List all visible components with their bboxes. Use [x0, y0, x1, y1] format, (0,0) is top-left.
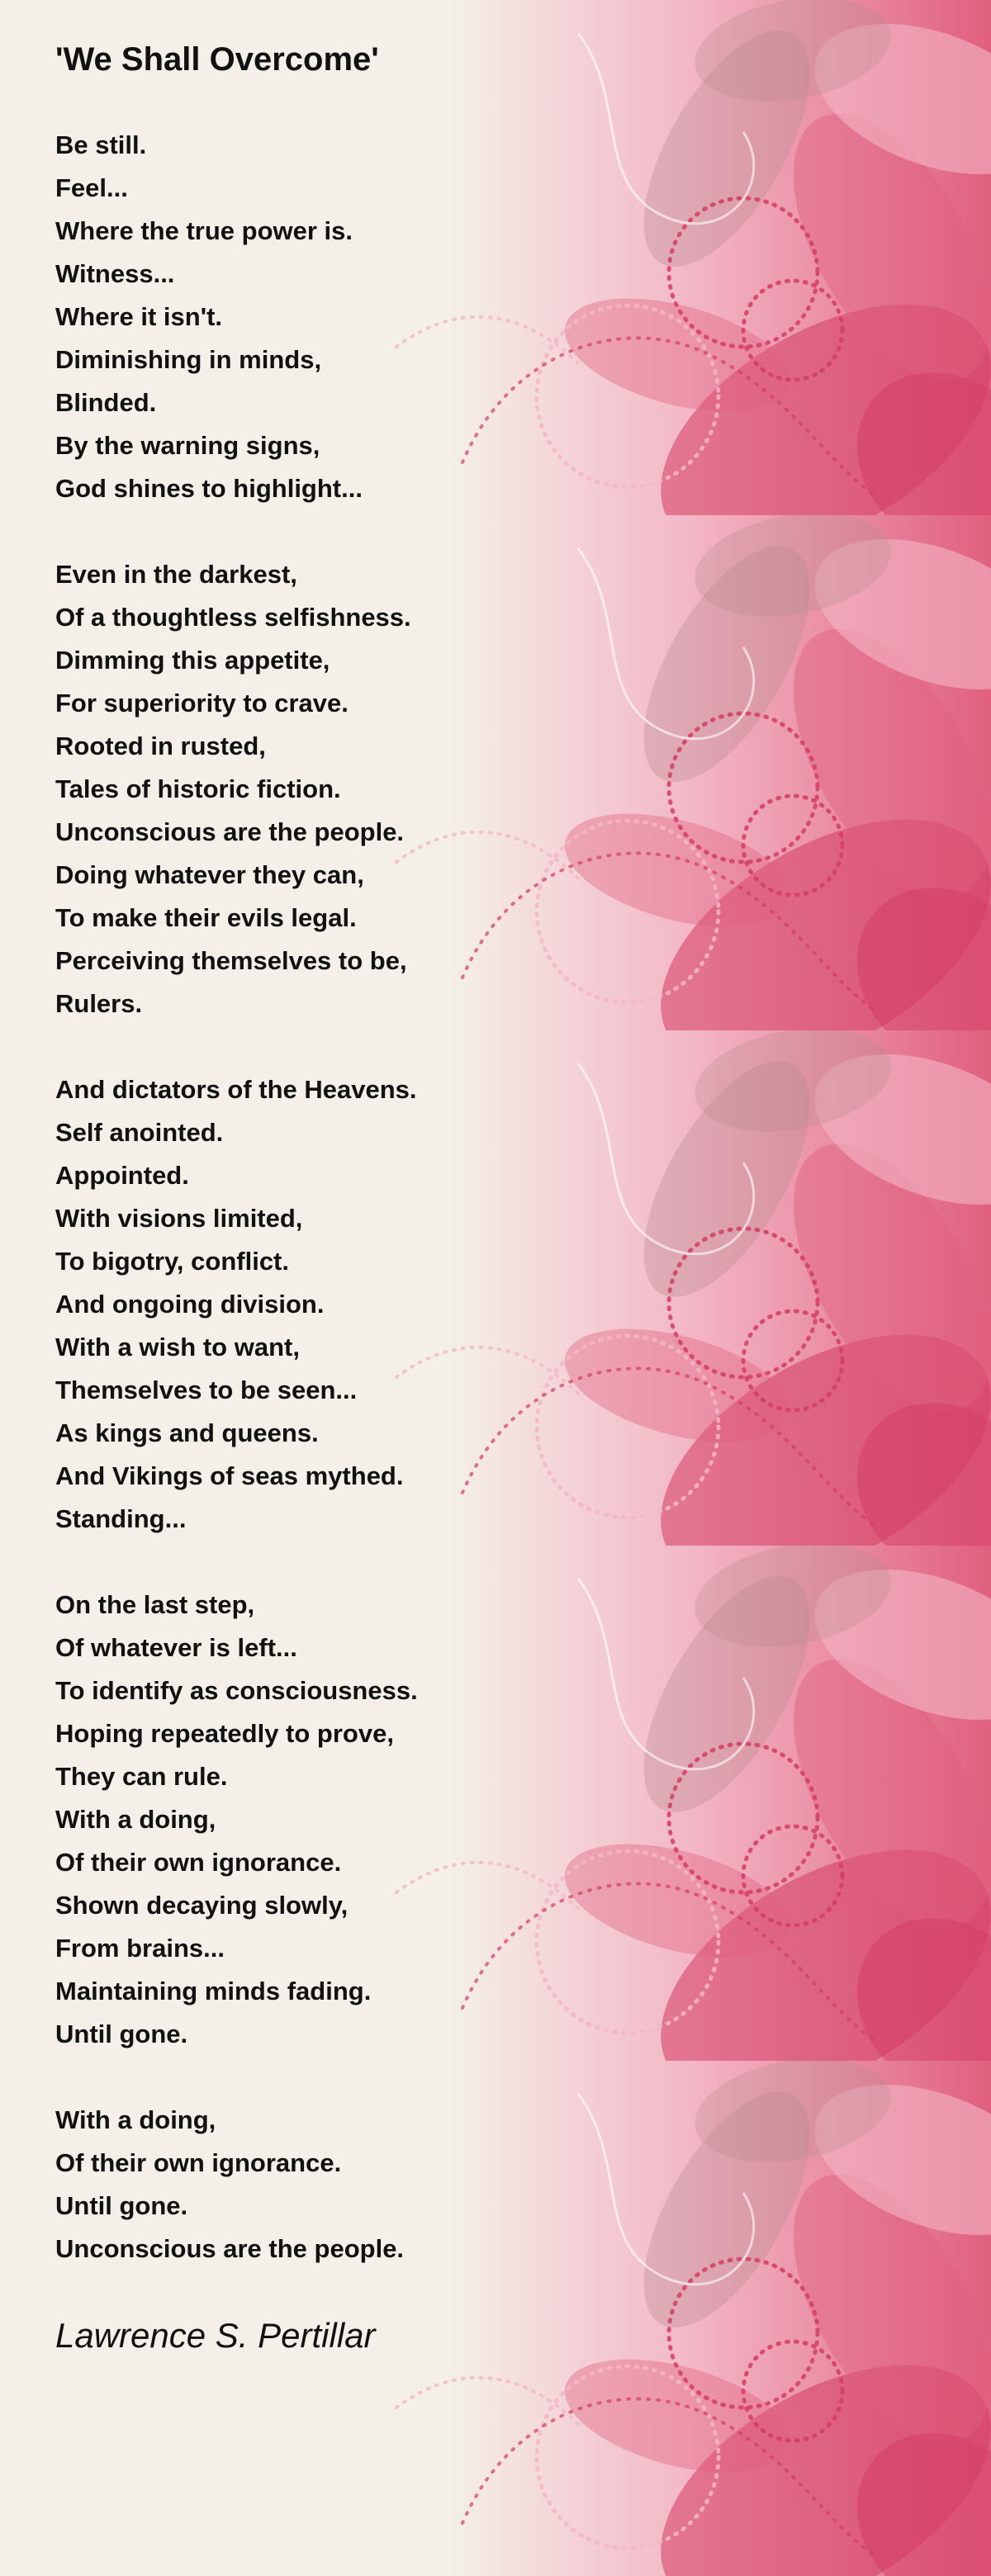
- poem-line: Unconscious are the people.: [55, 2234, 405, 2263]
- poem-line: Standing...: [55, 1504, 187, 1533]
- poem-line: Shown decaying slowly,: [55, 1891, 349, 1920]
- poem-line: To bigotry, conflict.: [55, 1247, 289, 1276]
- poem-line: For superiority to crave.: [55, 689, 349, 717]
- stanza-2: [55, 553, 411, 1025]
- poem-line: From brains...: [55, 1934, 225, 1963]
- poem-line: Perceiving themselves to be,: [55, 946, 407, 975]
- poem-line: With visions limited,: [55, 1204, 303, 1233]
- poem-line: Hoping repeatedly to prove,: [55, 1719, 394, 1748]
- poem-line: Appointed.: [55, 1161, 189, 1190]
- poem-line: As kings and queens.: [55, 1418, 319, 1447]
- poem-line: To make their evils legal.: [55, 903, 357, 932]
- poem-line: To identify as consciousness.: [55, 1676, 418, 1705]
- poem-line: With a wish to want,: [55, 1333, 300, 1361]
- poem-line: Until gone.: [55, 2020, 188, 2048]
- poem-line: Where it isn't.: [55, 302, 222, 331]
- poem-line: And dictators of the Heavens.: [55, 1075, 417, 1104]
- poem-line: On the last step,: [55, 1590, 255, 1619]
- poem-line: With a doing,: [55, 1805, 216, 1834]
- stanza-3: [55, 1068, 417, 1541]
- stanza-1: [55, 124, 363, 510]
- poem-line: Of a thoughtless selfishness.: [55, 603, 411, 632]
- poem-line: Be still.: [55, 130, 147, 159]
- poem-line: Dimming this appetite,: [55, 646, 330, 675]
- poem-line: Where the true power is.: [55, 216, 353, 245]
- poem-line: Blinded.: [55, 388, 157, 417]
- poem-line: God shines to highlight...: [55, 474, 363, 503]
- poem-line: By the warning signs,: [55, 431, 320, 460]
- poem-line: Of their own ignorance.: [55, 1848, 342, 1877]
- stanza-5: [55, 2099, 404, 2271]
- poem-line: Witness...: [55, 259, 175, 288]
- poem-line: Diminishing in minds,: [55, 345, 322, 374]
- poem-line: Feel...: [55, 173, 128, 202]
- poem-line: Until gone.: [55, 2191, 188, 2220]
- poem-line: Of whatever is left...: [55, 1633, 297, 1662]
- poem-line: Rulers.: [55, 989, 143, 1018]
- poem-line: Self anointed.: [55, 1118, 224, 1147]
- poem-line: And Vikings of seas mythed.: [55, 1461, 404, 1490]
- poem-title: 'We Shall Overcome': [55, 41, 379, 78]
- poem-line: With a doing,: [55, 2105, 216, 2134]
- poem-line: They can rule.: [55, 1762, 228, 1791]
- poem-line: Maintaining minds fading.: [55, 1977, 372, 2005]
- poem-line: Even in the darkest,: [55, 560, 297, 589]
- poem-line: Themselves to be seen...: [55, 1376, 358, 1404]
- poem-author: Lawrence S. Pertillar: [55, 2316, 376, 2355]
- poem-line: Rooted in rusted,: [55, 732, 266, 760]
- poem-line: Unconscious are the people.: [55, 817, 405, 846]
- poem-line: And ongoing division.: [55, 1290, 325, 1319]
- poem-line: Of their own ignorance.: [55, 2148, 342, 2177]
- stanza-4: [55, 1584, 418, 2056]
- poem-line: Doing whatever they can,: [55, 860, 364, 889]
- poem-line: Tales of historic fiction.: [55, 774, 341, 803]
